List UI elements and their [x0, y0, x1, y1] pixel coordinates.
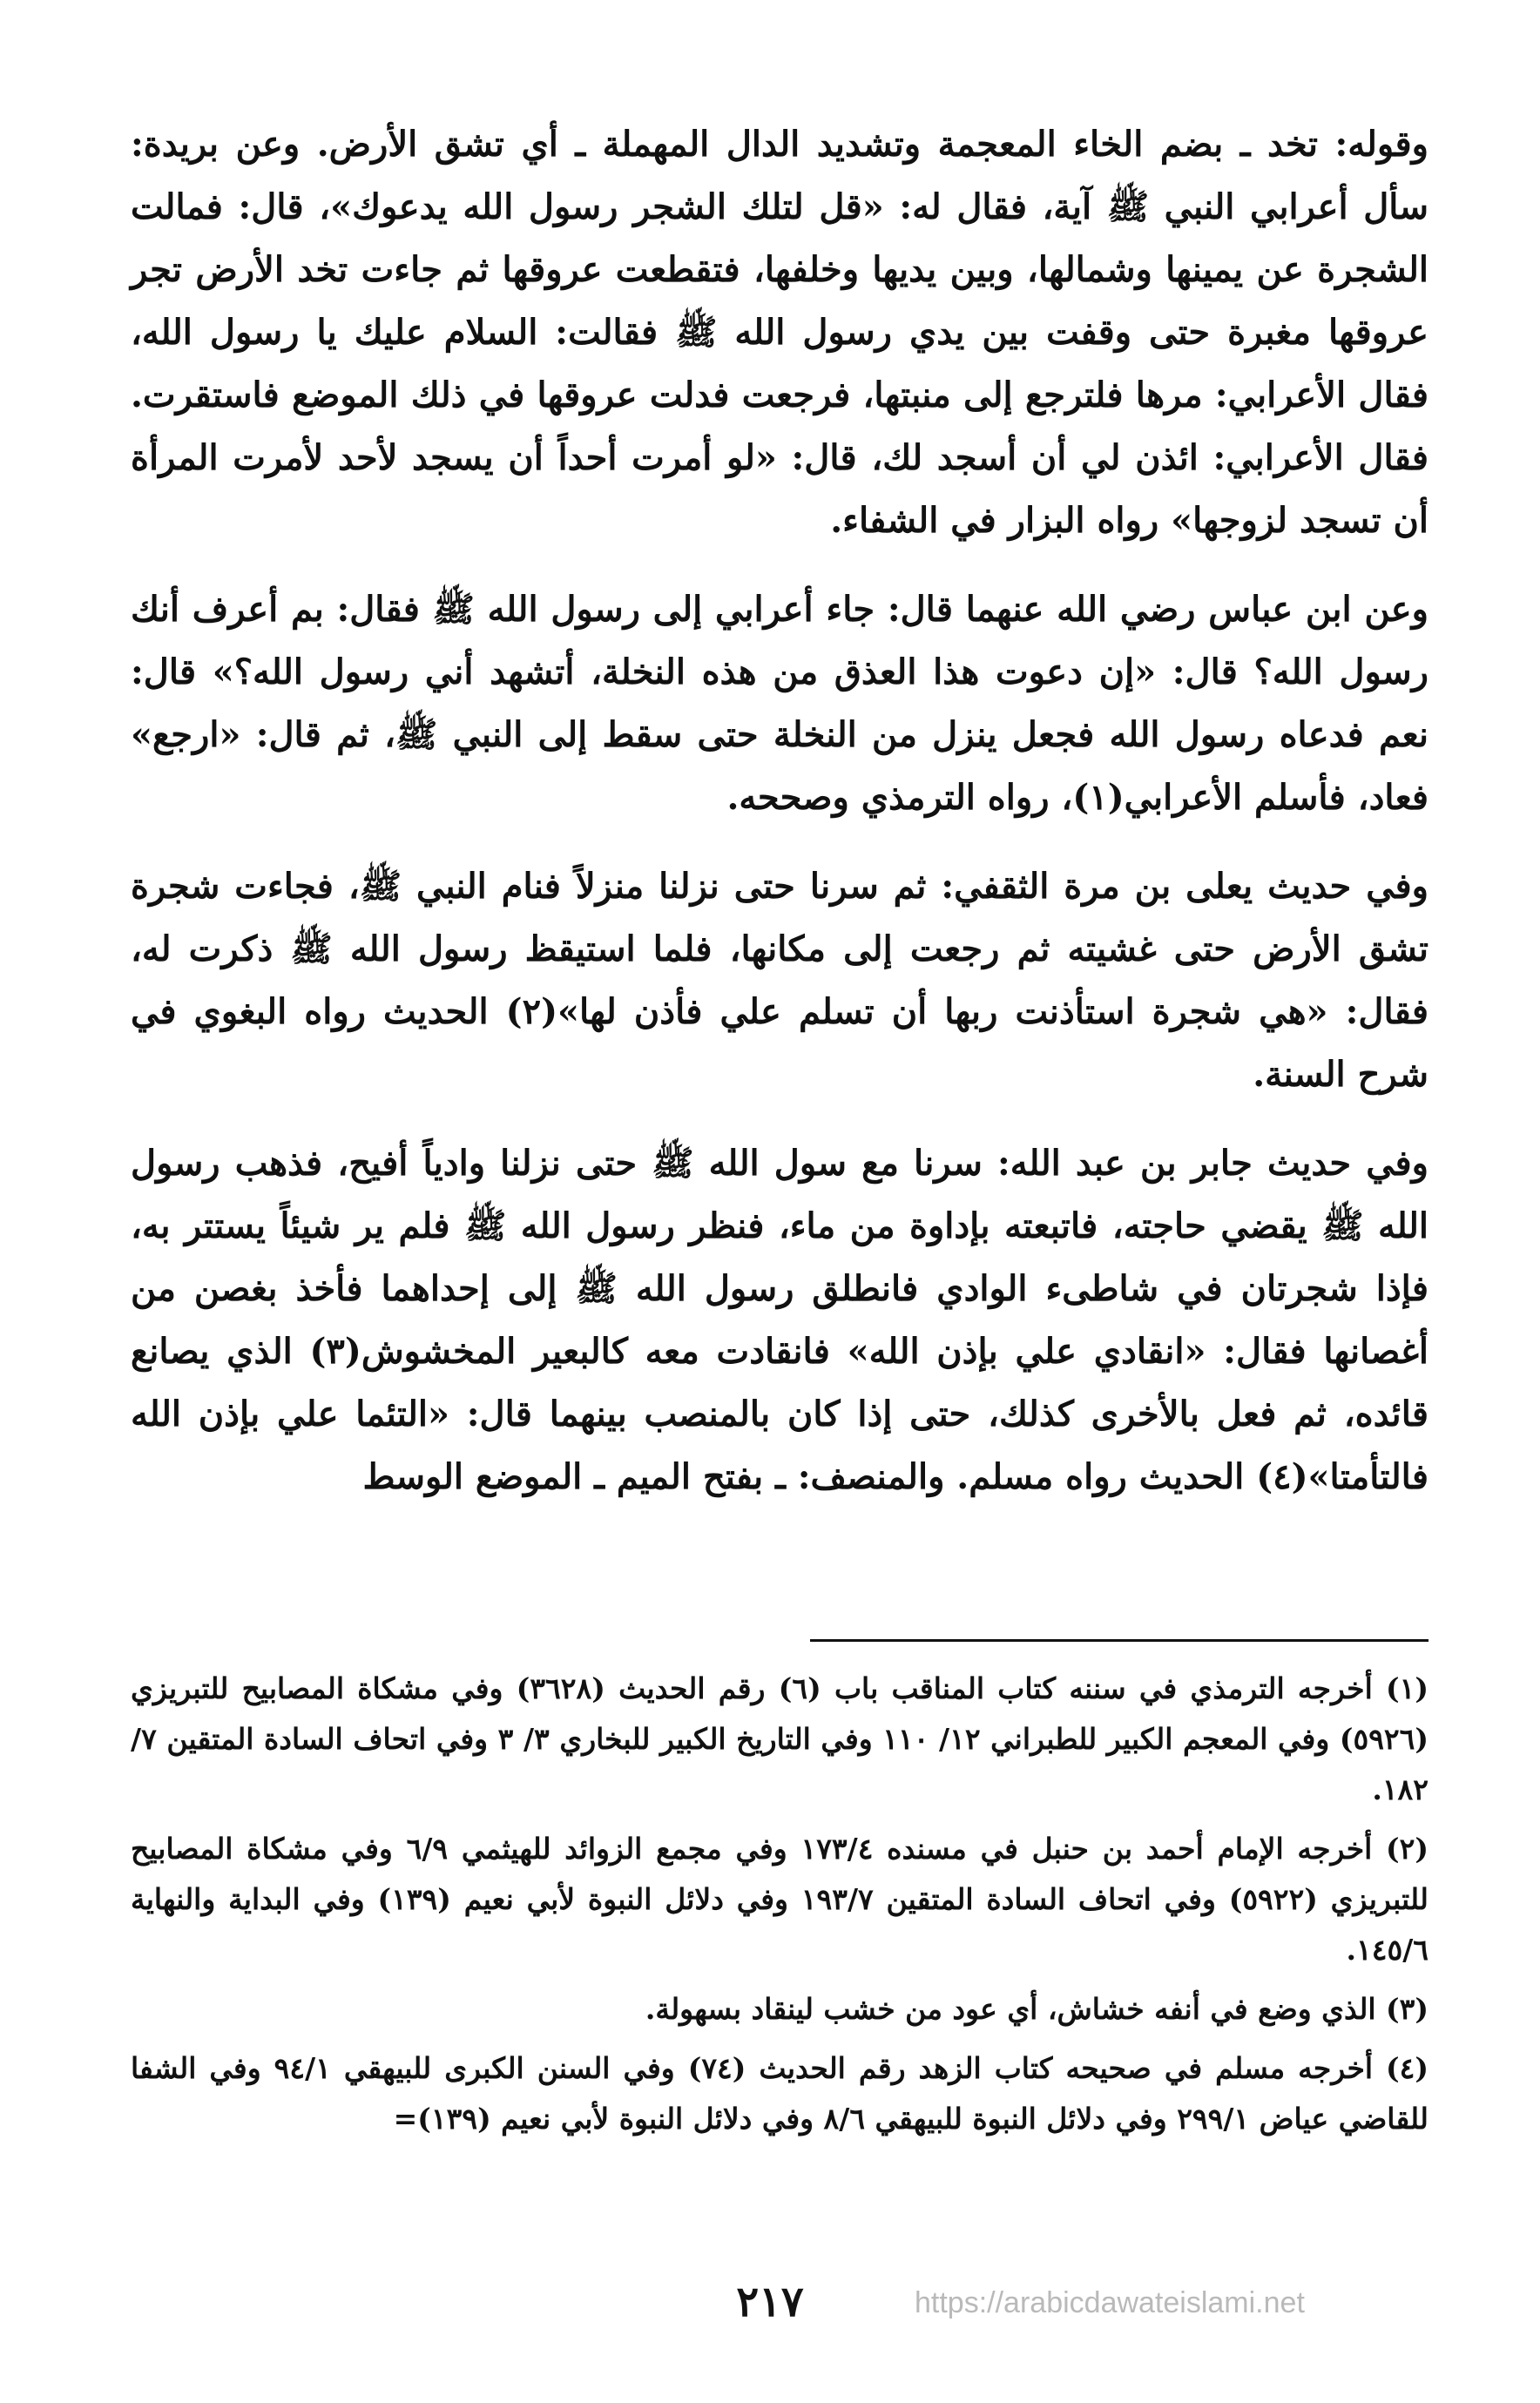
paragraph-4: وفي حديث جابر بن عبد الله: سرنا مع سول الله ﷺ حتى نزلنا وادياً أفيح، فذهب رسول الله ﷺ يقضي حاجته، فاتبعته بإداوة من ماء، فنظر رسول الله ﷺ فلم ير شيئاً يستتر به، فإذا شجرتان في شاطىء الوادي فانطلق رسول الله ﷺ إلى إحداهما فأخذ بغصن من أغصانها فقال: «انقادي علي بإذن الله» فانقادت معه كالبعير المخشوش(٣) الذي يصانع قائده، ثم فعل بالأخرى كذلك، حتى إذا كان بالمنصب بينهما قال: «التئما علي بإذن الله فالتأمتا»(٤) الحديث رواه مسلم. والمنصف: ـ بفتح الميم ـ الموضع الوسط: [131, 1143, 1429, 1497]
book-page: [131, 113, 1429, 2291]
footnote-1: (١) أخرجه الترمذي في سننه كتاب المناقب باب (٦) رقم الحديث (٣٦٢٨) وفي مشكاة المصابيح للتبريزي (٥٩٢٦) وفي المعجم الكبير للطبراني ١٢/ ١١٠ وفي التاريخ الكبير للبخاري ٣/ ٣ وفي اتحاف السادة المتقين ٧/ ١٨٢.: [131, 1671, 1429, 1806]
main-text: [131, 113, 1429, 1509]
page-number: ٢١٧: [736, 2278, 804, 2326]
footnotes: [131, 1664, 1429, 2153]
footnote-3: (٣) الذي وضع في أنفه خشاش، أي عود من خشب لينقاد بسهولة.: [645, 1992, 1429, 2026]
paragraph-2: وعن ابن عباس رضي الله عنهما قال: جاء أعرابي إلى رسول الله ﷺ فقال: بم أعرف أنك رسول الله؟ قال: «إن دعوت هذا العذق من هذه النخلة، أتشهد أني رسول الله؟» قال: نعم فدعاه رسول الله فجعل ينزل من النخلة حتى سقط إلى النبي ﷺ، ثم قال: «ارجع» فعاد، فأسلم الأعرابي(١)، رواه الترمذي وصححه.: [131, 589, 1429, 818]
paragraph-3: وفي حديث يعلى بن مرة الثقفي: ثم سرنا حتى نزلنا منزلاً فنام النبي ﷺ، فجاءت شجرة تشق الأرض حتى غشيته ثم رجعت إلى مكانها، فلما استيقظ رسول الله ﷺ ذكرت له، فقال: «هي شجرة استأذنت ربها أن تسلم علي فأذن لها»(٢) الحديث رواه البغوي في شرح السنة.: [131, 866, 1429, 1095]
watermark-url: https://arabicdawateislami.net: [915, 2286, 1305, 2319]
paragraph-1: وقوله: تخد ـ بضم الخاء المعجمة وتشديد الدال المهملة ـ أي تشق الأرض. وعن بريدة: سأل أعرابي النبي ﷺ آية، فقال له: «قل لتلك الشجر رسول الله يدعوك»، قال: فمالت الشجرة عن يمينها وشمالها، وبين يديها وخلفها، فتقطعت عروقها ثم جاءت تخد الأرض تجر عروقها مغبرة حتى وقفت بين يدي رسول الله ﷺ فقالت: السلام عليك يا رسول الله، فقال الأعرابي: مرها فلترجع إلى منبتها، فرجعت فدلت عروقها في ذلك الموضع فاستقرت. فقال الأعرابي: ائذن لي أن أسجد لك، قال: «لو أمرت أحداً أن يسجد لأحد لأمرت المرأة أن تسجد لزوجها» رواه البزار في الشفاء.: [131, 124, 1429, 541]
footnote-2: (٢) أخرجه الإمام أحمد بن حنبل في مسنده ١٧٣/٤ وفي مجمع الزوائد للهيثمي ٦/٩ وفي مشكاة المصابيح للتبريزي (٥٩٢٢) وفي اتحاف السادة المتقين ١٩٣/٧ وفي دلائل النبوة لأبي نعيم (١٣٩) وفي البداية والنهاية ١٤٥/٦.: [131, 1832, 1429, 1967]
footnote-divider: [810, 1639, 1429, 1642]
footnote-4: (٤) أخرجه مسلم في صحيحه كتاب الزهد رقم الحديث (٧٤) وفي السنن الكبرى للبيهقي ٩٤/١ وفي الشفا للقاضي عياض ٢٩٩/١ وفي دلائل النبوة للبيهقي ٨/٦ وفي دلائل النبوة لأبي نعيم (١٣٩)=: [131, 2051, 1429, 2136]
